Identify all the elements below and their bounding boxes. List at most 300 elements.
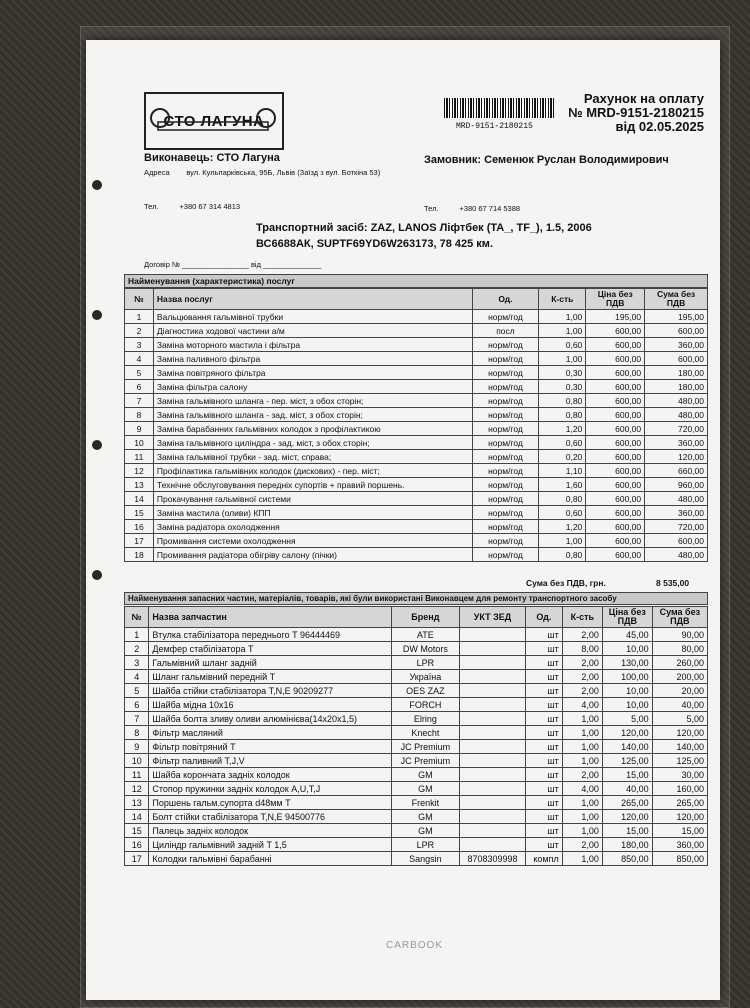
table-cell: норм/год — [472, 478, 539, 492]
table-cell: шт — [526, 642, 563, 656]
vendor-name: СТО Лагуна — [216, 152, 280, 164]
table-cell: 7 — [125, 394, 154, 408]
table-cell: Заміна гальмівного шланга - пер. міст, з обох сторін; — [153, 394, 472, 408]
table-cell — [459, 628, 525, 642]
table-cell: норм/год — [472, 464, 539, 478]
table-cell: норм/год — [472, 408, 539, 422]
table-cell: Шайба стійки стабілізатора T,N,E 90209277 — [149, 684, 391, 698]
table-cell: 2,00 — [562, 684, 602, 698]
invoice-info — [568, 92, 704, 134]
table-cell: 265,00 — [652, 796, 707, 810]
table-cell — [459, 684, 525, 698]
watermark: CARBOOK — [386, 940, 444, 951]
table-cell: 10,00 — [602, 642, 652, 656]
table-cell — [459, 740, 525, 754]
table-cell: 600,00 — [586, 520, 645, 534]
service-row — [125, 394, 708, 408]
vendor-phone: +380 67 314 4813 — [179, 202, 241, 211]
table-cell: шт — [526, 824, 563, 838]
table-cell: Фільтр масляний — [149, 726, 391, 740]
table-cell: OES ZAZ — [391, 684, 459, 698]
table-cell: 16 — [125, 520, 154, 534]
invoice-sheet — [86, 40, 720, 1000]
table-cell: 600,00 — [586, 506, 645, 520]
table-cell: 600,00 — [586, 534, 645, 548]
table-cell — [459, 768, 525, 782]
vendor-address: вул. Кульпарківська, 95Б, Львів (Заїзд з вул. Боткіна 53) — [186, 168, 381, 177]
table-cell: шт — [526, 656, 563, 670]
table-cell: шт — [526, 768, 563, 782]
customer-phone-line — [424, 204, 520, 213]
table-cell: шт — [526, 796, 563, 810]
table-cell: JC Premium — [391, 754, 459, 768]
table-cell: шт — [526, 712, 563, 726]
vendor-address-line — [144, 168, 380, 177]
table-cell: 850,00 — [652, 852, 707, 866]
table-cell: 8708309998 — [459, 852, 525, 866]
table-cell: JC Premium — [391, 740, 459, 754]
table-cell: 8 — [125, 408, 154, 422]
table-cell: 40,00 — [602, 782, 652, 796]
table-cell: Elring — [391, 712, 459, 726]
invoice-number: № MRD-9151-2180215 — [568, 105, 704, 120]
vendor-phone-label: Тел. — [144, 202, 159, 211]
table-cell: 600,00 — [645, 534, 708, 548]
part-row — [125, 642, 708, 656]
table-cell: 1,00 — [562, 810, 602, 824]
table-cell: 0,30 — [539, 366, 586, 380]
table-cell: Україна — [391, 670, 459, 684]
table-cell: Циліндр гальмівний задній T 1,5 — [149, 838, 391, 852]
table-cell: норм/год — [472, 366, 539, 380]
table-cell: Заміна радіатора охолодження — [153, 520, 472, 534]
table-cell — [459, 656, 525, 670]
table-cell: 5,00 — [652, 712, 707, 726]
services-body — [125, 310, 708, 562]
parts-table — [124, 606, 708, 866]
address-label: Адреса — [144, 168, 170, 177]
table-cell: Sangsin — [391, 852, 459, 866]
table-cell: 600,00 — [586, 450, 645, 464]
table-cell: 4 — [125, 670, 149, 684]
contract-line: Договір № ________________ від ______________ — [144, 260, 322, 269]
table-cell: 1,00 — [562, 726, 602, 740]
table-cell: шт — [526, 670, 563, 684]
table-cell: 1,00 — [562, 852, 602, 866]
table-cell: 0,80 — [539, 408, 586, 422]
table-cell: 10 — [125, 754, 149, 768]
table-cell: норм/год — [472, 534, 539, 548]
part-row — [125, 670, 708, 684]
part-row — [125, 810, 708, 824]
table-cell: 600,00 — [586, 422, 645, 436]
table-cell: 8 — [125, 726, 149, 740]
table-cell: 11 — [125, 768, 149, 782]
table-cell: 90,00 — [652, 628, 707, 642]
table-cell: Втулка стабілізатора переднього T 96444469 — [149, 628, 391, 642]
table-cell: 1 — [125, 628, 149, 642]
table-cell: 13 — [125, 478, 154, 492]
vendor-line — [144, 152, 280, 164]
table-cell: 14 — [125, 492, 154, 506]
table-cell: GM — [391, 782, 459, 796]
table-cell: Промивання радіатора обігріву салону (пічки) — [153, 548, 472, 562]
table-cell: 0,60 — [539, 506, 586, 520]
table-cell: 2,00 — [562, 670, 602, 684]
table-cell: 480,00 — [645, 408, 708, 422]
table-cell: 600,00 — [586, 464, 645, 478]
table-cell: норм/год — [472, 548, 539, 562]
table-cell: Стопор пружинки задніх колодок A,U,T,J — [149, 782, 391, 796]
table-cell: 1,10 — [539, 464, 586, 478]
wrench-icon — [150, 98, 276, 140]
table-cell: 160,00 — [652, 782, 707, 796]
table-cell: 360,00 — [645, 436, 708, 450]
service-row — [125, 366, 708, 380]
table-cell: 5,00 — [602, 712, 652, 726]
table-cell: норм/год — [472, 394, 539, 408]
table-cell: 16 — [125, 838, 149, 852]
service-row — [125, 436, 708, 450]
table-cell: 2 — [125, 324, 154, 338]
table-cell: Шайба корончата задніх колодок — [149, 768, 391, 782]
table-cell — [459, 838, 525, 852]
table-cell: Болт стійки стабілізатора T,N,E 94500776 — [149, 810, 391, 824]
table-cell: шт — [526, 698, 563, 712]
table-cell: 1,00 — [562, 712, 602, 726]
logo-text: СТО ЛАГУНА — [163, 112, 265, 130]
table-cell: 180,00 — [645, 380, 708, 394]
part-row — [125, 726, 708, 740]
table-cell: 10,00 — [602, 698, 652, 712]
table-cell: 120,00 — [652, 810, 707, 824]
table-cell: Фільтр повітряний T — [149, 740, 391, 754]
vendor-label: Виконавець: — [144, 152, 214, 164]
table-cell: 30,00 — [652, 768, 707, 782]
table-cell — [459, 810, 525, 824]
table-cell: 20,00 — [652, 684, 707, 698]
part-row — [125, 838, 708, 852]
service-row — [125, 408, 708, 422]
invoice-date: від 02.05.2025 — [615, 119, 704, 134]
table-cell: 480,00 — [645, 548, 708, 562]
table-cell: 2,00 — [562, 656, 602, 670]
table-cell: 1 — [125, 310, 154, 324]
service-row — [125, 352, 708, 366]
table-cell: норм/год — [472, 352, 539, 366]
table-cell: 120,00 — [645, 450, 708, 464]
parts-body — [125, 628, 708, 866]
table-cell — [459, 712, 525, 726]
table-cell: 960,00 — [645, 478, 708, 492]
table-cell: 9 — [125, 740, 149, 754]
table-cell: норм/год — [472, 310, 539, 324]
contract-label: Договір № — [144, 260, 181, 269]
table-cell: 600,00 — [586, 394, 645, 408]
table-cell: 2,00 — [562, 838, 602, 852]
col-sum: Сума без ПДВ — [645, 289, 708, 310]
vehicle-line-2: ВС6688АК, SUPTF69YD6W263173, 78 425 км. — [256, 238, 493, 250]
table-cell: шт — [526, 754, 563, 768]
services-section-title: Найменування (характеристика) послуг — [124, 274, 708, 288]
table-cell: 260,00 — [652, 656, 707, 670]
binder-hole — [92, 570, 102, 580]
table-cell: 125,00 — [602, 754, 652, 768]
table-cell: Колодки гальмівні барабанні — [149, 852, 391, 866]
table-cell: 1,20 — [539, 422, 586, 436]
table-cell: 11 — [125, 450, 154, 464]
table-cell: 480,00 — [645, 492, 708, 506]
table-cell: GM — [391, 768, 459, 782]
table-cell: 600,00 — [586, 366, 645, 380]
table-cell: Заміна повітряного фільтра — [153, 366, 472, 380]
part-row — [125, 796, 708, 810]
table-cell: 12 — [125, 782, 149, 796]
table-cell: 80,00 — [652, 642, 707, 656]
table-cell: 15,00 — [652, 824, 707, 838]
table-cell: шт — [526, 810, 563, 824]
table-cell: ATE — [391, 628, 459, 642]
table-cell: Заміна мастила (оливи) КПП — [153, 506, 472, 520]
table-cell: 15,00 — [602, 824, 652, 838]
table-cell: 14 — [125, 810, 149, 824]
part-row — [125, 768, 708, 782]
table-cell: Технічне обслуговування передніх супортів + правий поршень. — [153, 478, 472, 492]
table-cell: 1,00 — [539, 352, 586, 366]
vehicle-line-1: Транспортний засіб: ZAZ, LANOS Ліфтбек (TA_, TF_), 1.5, 2006 — [256, 222, 592, 234]
table-cell: 720,00 — [645, 422, 708, 436]
table-cell: 10,00 — [602, 684, 652, 698]
table-cell: 8,00 — [562, 642, 602, 656]
table-cell: Промивання системи охолодження — [153, 534, 472, 548]
table-cell: 6 — [125, 698, 149, 712]
binder-hole — [92, 180, 102, 190]
service-row — [125, 422, 708, 436]
table-cell: Палець задніх колодок — [149, 824, 391, 838]
table-cell: Заміна гальмівного шланга - зад. міст, з обох сторін; — [153, 408, 472, 422]
table-cell: 720,00 — [645, 520, 708, 534]
table-cell: норм/год — [472, 450, 539, 464]
table-cell: норм/год — [472, 338, 539, 352]
part-row — [125, 684, 708, 698]
service-row — [125, 464, 708, 478]
col-price: Ціна без ПДВ — [586, 289, 645, 310]
table-cell: 40,00 — [652, 698, 707, 712]
services-total-label: Сума без ПДВ, грн. — [526, 578, 606, 588]
parts-header-row — [125, 607, 708, 628]
vendor-phone-line — [144, 202, 240, 211]
binder-holes — [92, 180, 102, 700]
table-cell: Заміна паливного фільтра — [153, 352, 472, 366]
table-cell: FORCH — [391, 698, 459, 712]
table-cell: 600,00 — [586, 380, 645, 394]
table-cell: 600,00 — [586, 408, 645, 422]
table-cell: компл — [526, 852, 563, 866]
table-cell: 140,00 — [652, 740, 707, 754]
table-cell: 125,00 — [652, 754, 707, 768]
services-total-value: 8 535,00 — [656, 578, 690, 588]
table-cell: норм/год — [472, 380, 539, 394]
part-row — [125, 698, 708, 712]
table-cell: 1,60 — [539, 478, 586, 492]
service-row — [125, 310, 708, 324]
table-cell: 17 — [125, 534, 154, 548]
table-cell: 140,00 — [602, 740, 652, 754]
table-cell: 120,00 — [602, 810, 652, 824]
table-cell: 100,00 — [602, 670, 652, 684]
table-cell: 600,00 — [586, 436, 645, 450]
table-cell: 360,00 — [652, 838, 707, 852]
col-part-name: Назва запчастин — [149, 607, 391, 628]
col-number: № — [125, 607, 149, 628]
service-row — [125, 450, 708, 464]
table-cell: 600,00 — [586, 478, 645, 492]
table-cell: 12 — [125, 464, 154, 478]
table-cell: 850,00 — [602, 852, 652, 866]
table-cell: 13 — [125, 796, 149, 810]
part-row — [125, 712, 708, 726]
table-cell: 45,00 — [602, 628, 652, 642]
table-cell: 0,60 — [539, 338, 586, 352]
table-cell: Заміна барабанних гальмівних колодок з профілактикою — [153, 422, 472, 436]
customer-phone-label: Тел. — [424, 204, 439, 213]
table-cell: норм/год — [472, 506, 539, 520]
table-cell: 600,00 — [586, 352, 645, 366]
part-row — [125, 824, 708, 838]
table-cell: 1,20 — [539, 520, 586, 534]
table-cell: 3 — [125, 656, 149, 670]
part-row — [125, 852, 708, 866]
table-cell: 600,00 — [586, 492, 645, 506]
table-cell: шт — [526, 782, 563, 796]
invoice-title: Рахунок на оплату — [583, 91, 704, 106]
table-cell: 200,00 — [652, 670, 707, 684]
table-cell: Заміна моторного мастила і фільтра — [153, 338, 472, 352]
table-cell: 600,00 — [586, 548, 645, 562]
table-cell: 1,00 — [562, 796, 602, 810]
service-row — [125, 324, 708, 338]
table-cell: посл — [472, 324, 539, 338]
part-row — [125, 740, 708, 754]
customer-phone: +380 67 714 5388 — [459, 204, 521, 213]
table-cell: 10 — [125, 436, 154, 450]
table-cell: 130,00 — [602, 656, 652, 670]
table-cell: норм/год — [472, 520, 539, 534]
table-cell — [459, 782, 525, 796]
table-cell: 5 — [125, 366, 154, 380]
col-price: Ціна без ПДВ — [602, 607, 652, 628]
binder-hole — [92, 440, 102, 450]
table-cell: 600,00 — [586, 338, 645, 352]
table-cell: Гальмівний шланг задній — [149, 656, 391, 670]
table-cell: 2,00 — [562, 628, 602, 642]
col-unit: Од. — [472, 289, 539, 310]
binder-hole — [92, 310, 102, 320]
table-cell: Шайба мідна 10х16 — [149, 698, 391, 712]
table-cell: 0,20 — [539, 450, 586, 464]
table-cell: 17 — [125, 852, 149, 866]
table-cell — [459, 796, 525, 810]
contract-from-label: від — [250, 260, 261, 269]
service-row — [125, 478, 708, 492]
table-cell: Заміна фільтра салону — [153, 380, 472, 394]
barcode-text: MRD-9151-2180215 — [456, 122, 533, 131]
table-cell: 1,00 — [539, 310, 586, 324]
table-cell: 1,00 — [539, 534, 586, 548]
table-cell: 480,00 — [645, 394, 708, 408]
table-cell: 1,00 — [562, 824, 602, 838]
table-cell: шт — [526, 838, 563, 852]
table-cell: Поршень гальм.супорта d48мм T — [149, 796, 391, 810]
table-cell — [459, 754, 525, 768]
table-cell — [459, 642, 525, 656]
service-row — [125, 534, 708, 548]
table-cell: 600,00 — [645, 324, 708, 338]
service-row — [125, 338, 708, 352]
services-table — [124, 288, 708, 562]
service-row — [125, 520, 708, 534]
table-cell — [459, 726, 525, 740]
table-cell: 6 — [125, 380, 154, 394]
table-cell: 360,00 — [645, 338, 708, 352]
col-sum: Сума без ПДВ — [652, 607, 707, 628]
table-cell: Профілактика гальмівних колодок (дискових) - пер. міст; — [153, 464, 472, 478]
col-qty: К-сть — [539, 289, 586, 310]
table-cell: 2,00 — [562, 768, 602, 782]
table-cell: 0,30 — [539, 380, 586, 394]
col-brand: Бренд — [391, 607, 459, 628]
table-cell: 180,00 — [645, 366, 708, 380]
table-cell: 3 — [125, 338, 154, 352]
table-cell: 4,00 — [562, 698, 602, 712]
table-cell: 120,00 — [652, 726, 707, 740]
table-cell: 1,00 — [539, 324, 586, 338]
table-cell: шт — [526, 628, 563, 642]
service-row — [125, 492, 708, 506]
table-cell — [459, 698, 525, 712]
barcode — [444, 98, 554, 118]
table-cell: Прокачування гальмівної системи — [153, 492, 472, 506]
table-cell: 660,00 — [645, 464, 708, 478]
table-cell: Вальцювання гальмівної трубки — [153, 310, 472, 324]
table-cell — [459, 824, 525, 838]
table-cell: 1,00 — [562, 754, 602, 768]
col-qty: К-сть — [562, 607, 602, 628]
part-row — [125, 782, 708, 796]
parts-section-title: Найменування запасних частин, матеріалів, товарів, які були використані Виконавцем для ремонту транспортного засобу — [124, 592, 708, 605]
table-cell: Шланг гальмівний передній T — [149, 670, 391, 684]
col-unit: Од. — [526, 607, 563, 628]
table-cell: Демфер стабілізатора T — [149, 642, 391, 656]
table-cell: 265,00 — [602, 796, 652, 810]
table-cell: 7 — [125, 712, 149, 726]
table-cell: Фільтр паливний T,J,V — [149, 754, 391, 768]
part-row — [125, 656, 708, 670]
table-cell: 195,00 — [586, 310, 645, 324]
table-cell: GM — [391, 810, 459, 824]
table-cell: 360,00 — [645, 506, 708, 520]
service-row — [125, 506, 708, 520]
table-cell: Діагностика ходової частини а/м — [153, 324, 472, 338]
table-cell: 180,00 — [602, 838, 652, 852]
table-cell: 15,00 — [602, 768, 652, 782]
table-cell: Шайба болта зливу оливи алюмінієва(14х20х1,5) — [149, 712, 391, 726]
table-cell: 9 — [125, 422, 154, 436]
table-cell: DW Motors — [391, 642, 459, 656]
customer-name: Семенюк Руслан Володимирович — [484, 154, 669, 166]
table-cell: LPR — [391, 656, 459, 670]
table-cell: 0,60 — [539, 436, 586, 450]
